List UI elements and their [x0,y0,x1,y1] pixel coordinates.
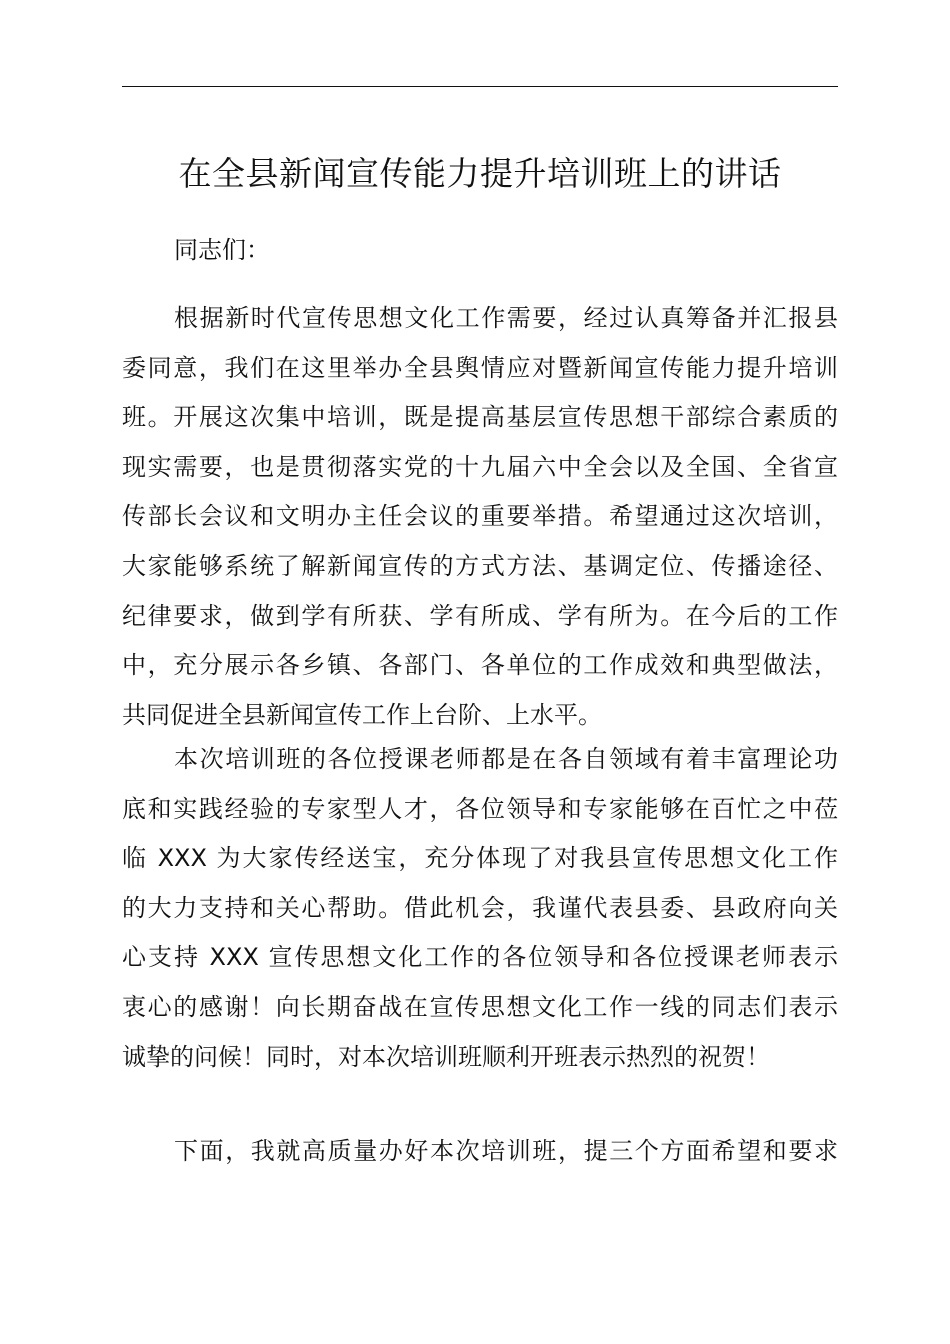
text-line: 的大力支持和关心帮助。借此机会，我谨代表县委、县政府向关 [122,893,838,922]
text-line: 班。开展这次集中培训，既是提高基层宣传思想干部综合素质的 [122,403,838,432]
text-line: 传部长会议和文明办主任会议的重要举措。希望通过这次培训， [122,502,838,531]
text-line: 纪律要求，做到学有所获、学有所成、学有所为。在今后的工作 [122,601,838,630]
text-line: 底和实践经验的专家型人才，各位领导和专家能够在百忙之中莅 [122,794,838,823]
text-line: 大家能够系统了解新闻宣传的方式方法、基调定位、传播途径、 [122,551,838,580]
paragraph [122,735,838,1082]
text-line: 诚挚的问候！同时，对本次培训班顺利开班表示热烈的祝贺！ [122,1042,770,1071]
header-rule [122,86,838,87]
text-line: 心支持 XXX 宣传思想文化工作的各位领导和各位授课老师表示 [122,943,838,972]
text-line: 本次培训班的各位授课老师都是在各自领域有着丰富理论功 [174,745,838,773]
text-line: 现实需要，也是贯彻落实党的十九届六中全会以及全国、全省宣 [122,452,838,481]
text-line: 衷心的感谢！向长期奋战在宣传思想文化工作一线的同志们表示 [122,992,838,1021]
text-line: 临 XXX 为大家传经送宝，充分体现了对我县宣传思想文化工作 [122,844,838,873]
text-line: 下面，我就高质量办好本次培训班，提三个方面希望和要求 [174,1137,838,1165]
text-line: 根据新时代宣传思想文化工作需要，经过认真筹备并汇报县 [174,304,838,332]
paragraph [122,294,838,740]
text-line: 中，充分展示各乡镇、各部门、各单位的工作成效和典型做法， [122,651,838,680]
document-title: 在全县新闻宣传能力提升培训班上的讲话 [178,154,782,193]
text-line: 共同促进全县新闻宣传工作上台阶、上水平。 [122,700,602,729]
paragraph [122,1127,838,1177]
salutation: 同志们： [174,236,270,264]
text-line: 委同意，我们在这里举办全县舆情应对暨新闻宣传能力提升培训 [122,353,838,382]
